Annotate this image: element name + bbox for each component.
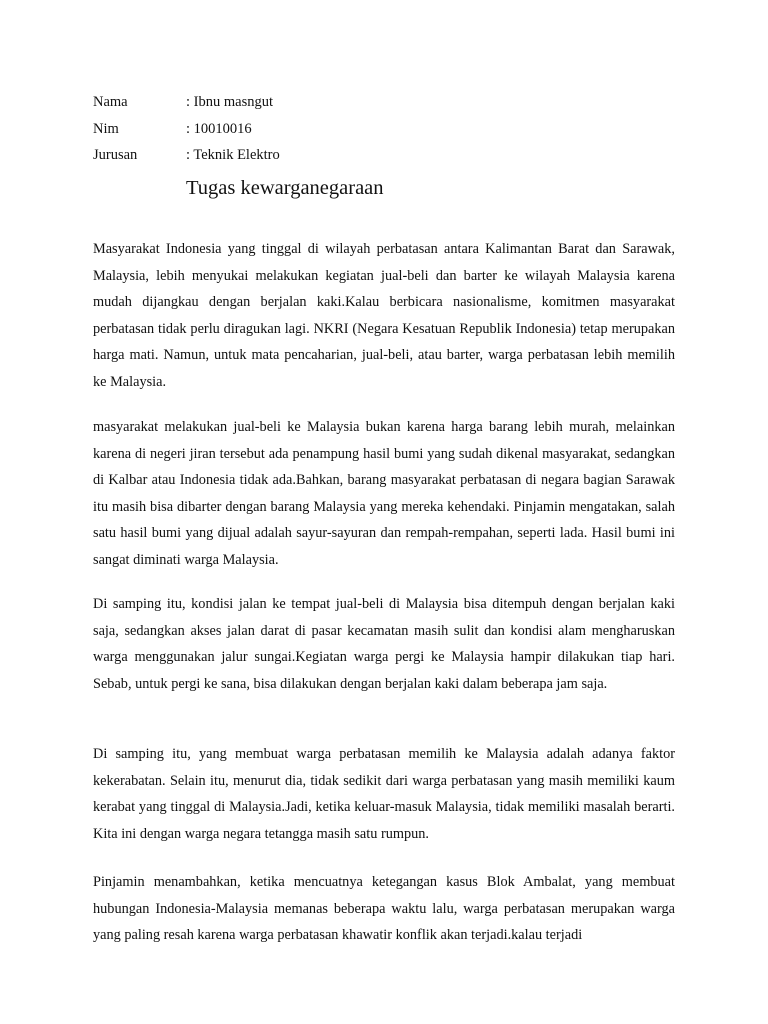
paragraph-1: Masyarakat Indonesia yang tinggal di wilayah perbatasan antara Kalimantan Barat dan Sarawak, Malaysia, lebih menyukai melakukan kegiatan jual-beli dan barter ke wilayah Malaysia karena mudah dijangkau dengan berjalan kaki.Kalau berbicara nasionalisme, komitmen masyarakat perbatasan tidak perlu diragukan lagi. NKRI (Negara Kesatuan Republik Indonesia) tetap merupakan harga mati. Namun, untuk mata pencaharian, jual-beli, atau barter, warga perbatasan lebih memilih ke Malaysia. [93, 241, 675, 390]
nim-label: Nim [93, 121, 119, 137]
nim-row [93, 120, 252, 138]
document-title: Tugas kewarganegaraan [186, 177, 384, 199]
name-value: : Ibnu masngut [186, 94, 273, 110]
jurusan-value: : Teknik Elektro [186, 147, 280, 163]
nim-value: : 10010016 [186, 121, 252, 137]
name-row [93, 93, 273, 111]
jurusan-row [93, 146, 280, 164]
jurusan-label: Jurusan [93, 147, 138, 163]
paragraph-3: Di samping itu, kondisi jalan ke tempat jual-beli di Malaysia bisa ditempuh dengan berjalan kaki saja, sedangkan akses jalan darat di pasar kecamatan masih sulit dan kondisi alam mengharuskan warga menggunakan jalur sungai.Kegiatan warga pergi ke Malaysia hampir dilakukan tiap hari. Sebab, untuk pergi ke sana, bisa dilakukan dengan berjalan kaki dalam beberapa jam saja. [93, 596, 675, 692]
name-label: Nama [93, 94, 128, 110]
paragraph-2: masyarakat melakukan jual-beli ke Malaysia bukan karena harga barang lebih murah, melainkan karena di negeri jiran tersebut ada penampung hasil bumi yang sudah dikenal masyarakat, sedangkan di Kalbar atau Indonesia tidak ada.Bahkan, barang masyarakat perbatasan di negara bagian Sarawak itu masih bisa dibarter dengan barang Malaysia yang mereka kehendaki. Pinjamin mengatakan, salah satu hasil bumi yang dijual adalah sayur-sayuran dan rempah-rempahan, seperti lada. Hasil bumi ini sangat diminati warga Malaysia. [93, 419, 675, 568]
paragraph-5: Pinjamin menambahkan, ketika mencuatnya ketegangan kasus Blok Ambalat, yang membuat hubungan Indonesia-Malaysia memanas beberapa waktu lalu, warga perbatasan merupakan warga yang paling resah karena warga perbatasan khawatir konflik akan terjadi.kalau terjadi [93, 874, 675, 944]
paragraph-4: Di samping itu, yang membuat warga perbatasan memilih ke Malaysia adalah adanya faktor kekerabatan. Selain itu, menurut dia, tidak sedikit dari warga perbatasan yang masih memiliki kaum kerabat yang tinggal di Malaysia.Jadi, ketika keluar-masuk Malaysia, tidak memiliki masalah berarti. Kita ini dengan warga negara tetangga masih satu rumpun. [93, 746, 675, 842]
